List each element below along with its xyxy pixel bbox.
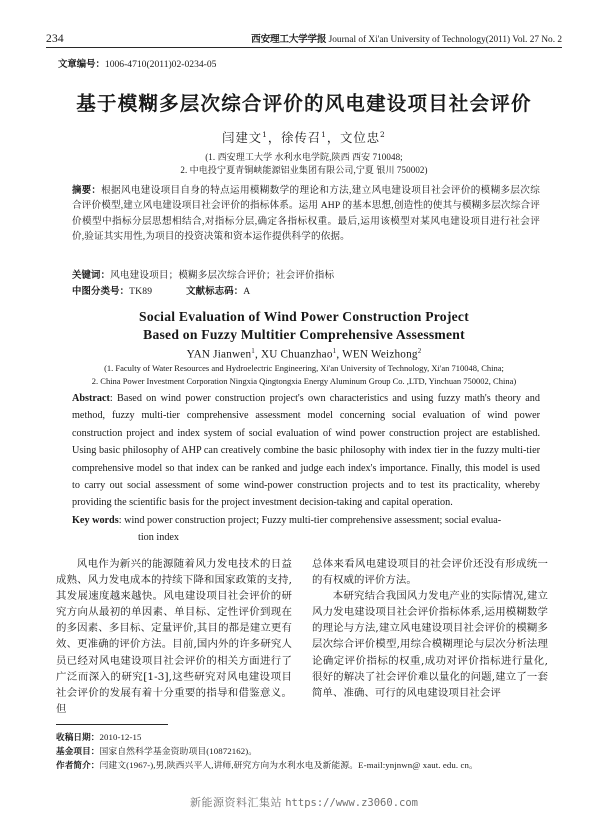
journal-title-cn: 西安理工大学学报 [251, 34, 327, 45]
english-affiliation-2: 2. China Power Investment Corporation Ningxia Qingtongxia Energy Aluminum Group Co. ,LTD, Yinchuan 750002, China) [91, 376, 517, 386]
english-authors: YAN Jianwen$^1$, XU Chuanzhao$^1$, WEN Weizhong$^2$ [186, 347, 422, 361]
chinese-abstract-text: 根据风电建设项目自身的特点运用模糊数学的理论和方法,建立风电建设项目社会评价的模糊多层次综合评价模型,建立风电建设项目社会评价的指标体系。运用 AHP 的基本思想,创造性的使其与模糊多层次综合评价模型中指标分层思想相结合,对指标分层,确定各指标权重。最后,运用该模型对某风电建设项目进行社会评价,验证其实用性,为项目的投资决策和资本运作提供科学的依据。 [72, 185, 541, 242]
footnote-divider [56, 724, 168, 725]
doc-code-value: A [243, 286, 251, 297]
watermark [0, 794, 608, 810]
english-keywords-continued: tion index [138, 532, 180, 544]
footnote-fund-value: 国家自然科学基金资助项目(10872162)。 [99, 746, 258, 757]
journal-title [251, 31, 562, 45]
watermark-text: 新能源资料汇集站 [189, 797, 282, 809]
chinese-keywords-text: 风电建设项目；模糊多层次综合评价；社会评价指标 [110, 270, 335, 281]
english-abstract-label: Abstract [72, 393, 110, 404]
english-keywords-label: Key words [72, 515, 119, 526]
chinese-keywords-label: 关键词： [72, 270, 111, 281]
chinese-keywords [72, 268, 540, 283]
body-column-left [56, 556, 292, 717]
article-number-label: 文章编号： [58, 59, 105, 70]
chinese-affiliation-2: 2. 中电投宁夏青铜峡能源铝业集团有限公司,宁夏 银川 750002) [180, 165, 428, 175]
chinese-classification [72, 283, 540, 297]
footnote-block [56, 731, 556, 774]
paragraph: 总体来看风电建设项目的社会评价还没有形成统一的有权威的评价方法。 [312, 558, 548, 587]
watermark-url: https://www.z3060.com [285, 797, 418, 809]
chinese-abstract [72, 183, 540, 244]
journal-title-en: Journal of Xi'an University of Technology(2011) Vol. 27 No. 2 [328, 35, 562, 45]
footnote-bio [56, 759, 556, 773]
chinese-authors: 闫建文$^1$，徐传召$^1$，文位忠$^2$ [222, 129, 386, 145]
chinese-affiliation-1: (1. 西安理工大学 水利水电学院,陕西 西安 710048; [205, 152, 403, 162]
paragraph: 本研究结合我国风力发电产业的实际情况,建立风力发电建设项目社会评价指标体系,运用模糊数学的理论与方法,建立风电建设项目社会评价的模糊多层次综合评价模型,用综合模糊理论与层次分析法理论确定评价指标的权重,成功对评价指标进行量化,很好的解决了社会评价难以量化的问题,建立了一套简单、准确、可行的风电建设项目社会评 [312, 590, 548, 699]
footnote-received-label: 收稿日期： [56, 733, 100, 743]
footnote-received [56, 731, 556, 745]
english-abstract-text: : Based on wind power construction project's own characteristics and using fuzzy math's theory and method, fuzzy multi-tier comprehensive assessment model concerning social evaluation of wind power construction project and index system of social evaluation of wind power construction project are established. Using basic philosophy of AHP can creatively combine the basic philosophy with index tier in the fuzzy multi-tier comprehensive model so that index can be ranked and judge each index's importance. Finally, this model is used to carry out social assessment of some wind-power construction projects and to test its practicality, whereby providing the scientific basis for the project investment decision-taking and capital operation. [72, 393, 540, 509]
english-abstract [72, 390, 540, 512]
english-title-line-2: Based on Fuzzy Multitier Comprehensive Assessment [143, 327, 465, 342]
article-number [58, 56, 216, 70]
english-keywords [72, 512, 540, 547]
paragraph: 风电作为新兴的能源随着风力发电技术的日益成熟、风力发电成本的持续下降和国家政策的支持,其发展速度越来越快。风电建设项目社会评价的研究方向从最初的单因素、单目标、定性评价到现在的多因素、多目标、定量评价,其目的都是建立更有效、更准确的评价方法。目前,国内外的许多研究人员已经对风电建设项目社会评价的相关方面进行了广泛而深入的研究[1-3],这些研究对风电建设项目社会评价的发展有着十分重要的指导和借鉴意义。但 [56, 558, 292, 715]
page-number: 234 [46, 33, 64, 45]
footnote-bio-value: 闫建文(1967-),男,陕西兴平人,讲师,研究方向为水利水电及新能源。E-mail:ynjnwn@ xaut. edu. cn。 [99, 760, 478, 771]
english-keywords-text: : wind power construction project; Fuzzy multi-tier comprehensive assessment; social evalua- [118, 515, 502, 526]
running-head [46, 31, 562, 45]
clc-value: TK89 [129, 286, 153, 297]
english-title-line-1: Social Evaluation of Wind Power Construction Project [139, 309, 469, 324]
body-column-right [312, 556, 548, 701]
doc-code-label: 文献标志码： [186, 286, 244, 297]
english-affiliation-1: (1. Faculty of Water Resources and Hydroelectric Engineering, Xi'an University of Technology, Xi'an 710048, China; [104, 363, 504, 373]
footnote-fund [56, 745, 556, 759]
footnote-fund-label: 基金项目： [56, 747, 100, 758]
footnote-received-value: 2010-12-15 [99, 732, 142, 742]
header-divider [46, 47, 562, 48]
clc-label: 中图分类号： [72, 286, 130, 297]
footnote-bio-label: 作者简介： [56, 761, 100, 772]
article-number-value: 1006-4710(2011)02-0234-05 [104, 59, 217, 70]
chinese-abstract-label: 摘要： [72, 185, 102, 196]
chinese-title: 基于模糊多层次综合评价的风电建设项目社会评价 [76, 92, 532, 115]
